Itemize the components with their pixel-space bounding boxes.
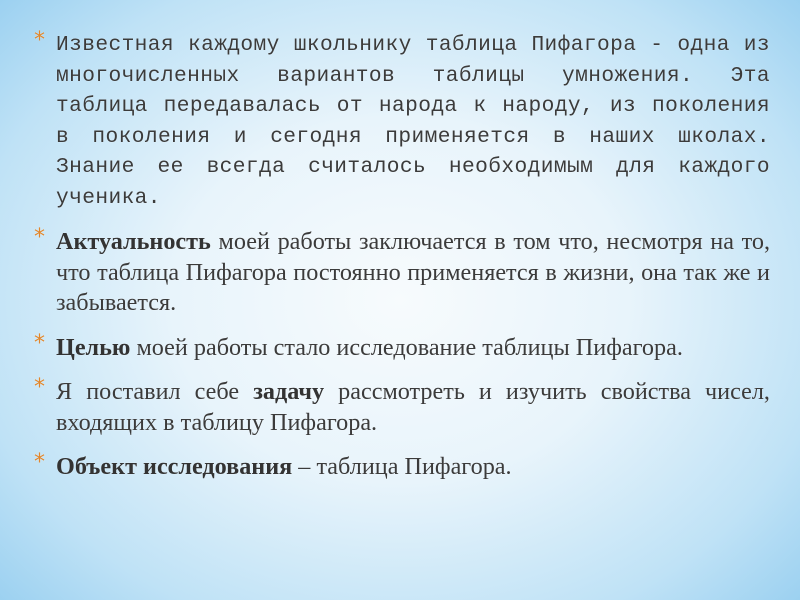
bullet-item-goal xyxy=(34,330,770,364)
bullet-item-relevance xyxy=(34,227,770,319)
relevance-text: моей работы заключается в том что, несмотря на то, что таблица Пифагора постоянно применяется в жизни, она так же и забывается. xyxy=(56,228,770,316)
bullet-item-task xyxy=(34,377,770,438)
task-text: рассмотреть и изучить свойства чисел, входящих в таблицу Пифагора. xyxy=(56,378,770,436)
goal-label: Целью xyxy=(56,333,131,361)
bullet-star-icon: * xyxy=(34,225,45,250)
task-prefix: Я поставил себе xyxy=(56,378,254,405)
bullet-item-object xyxy=(34,452,770,483)
bullet-list xyxy=(34,30,770,497)
bullet-item-intro xyxy=(34,30,770,213)
intro-text: Известная каждому школьнику таблица Пифагора - одна из многочисленных вариантов таблицы умножения. Эта таблица передавалась от народа к народу, из поколения в поколения и сегодня применяется в наших школах. Знание ее всегда считалось необходимым для каждого ученика. xyxy=(56,33,770,210)
object-text: – таблица Пифагора. xyxy=(292,453,512,480)
bullet-star-icon: * xyxy=(34,28,46,53)
relevance-label: Актуальность xyxy=(56,228,211,255)
bullet-star-icon: * xyxy=(34,330,45,356)
goal-text: моей работы стало исследование таблицы Пифагора. xyxy=(130,333,683,361)
bullet-star-icon: * xyxy=(34,375,45,400)
object-label: Объект исследования xyxy=(56,453,293,480)
bullet-star-icon: * xyxy=(34,450,45,475)
task-label: задачу xyxy=(253,378,325,405)
